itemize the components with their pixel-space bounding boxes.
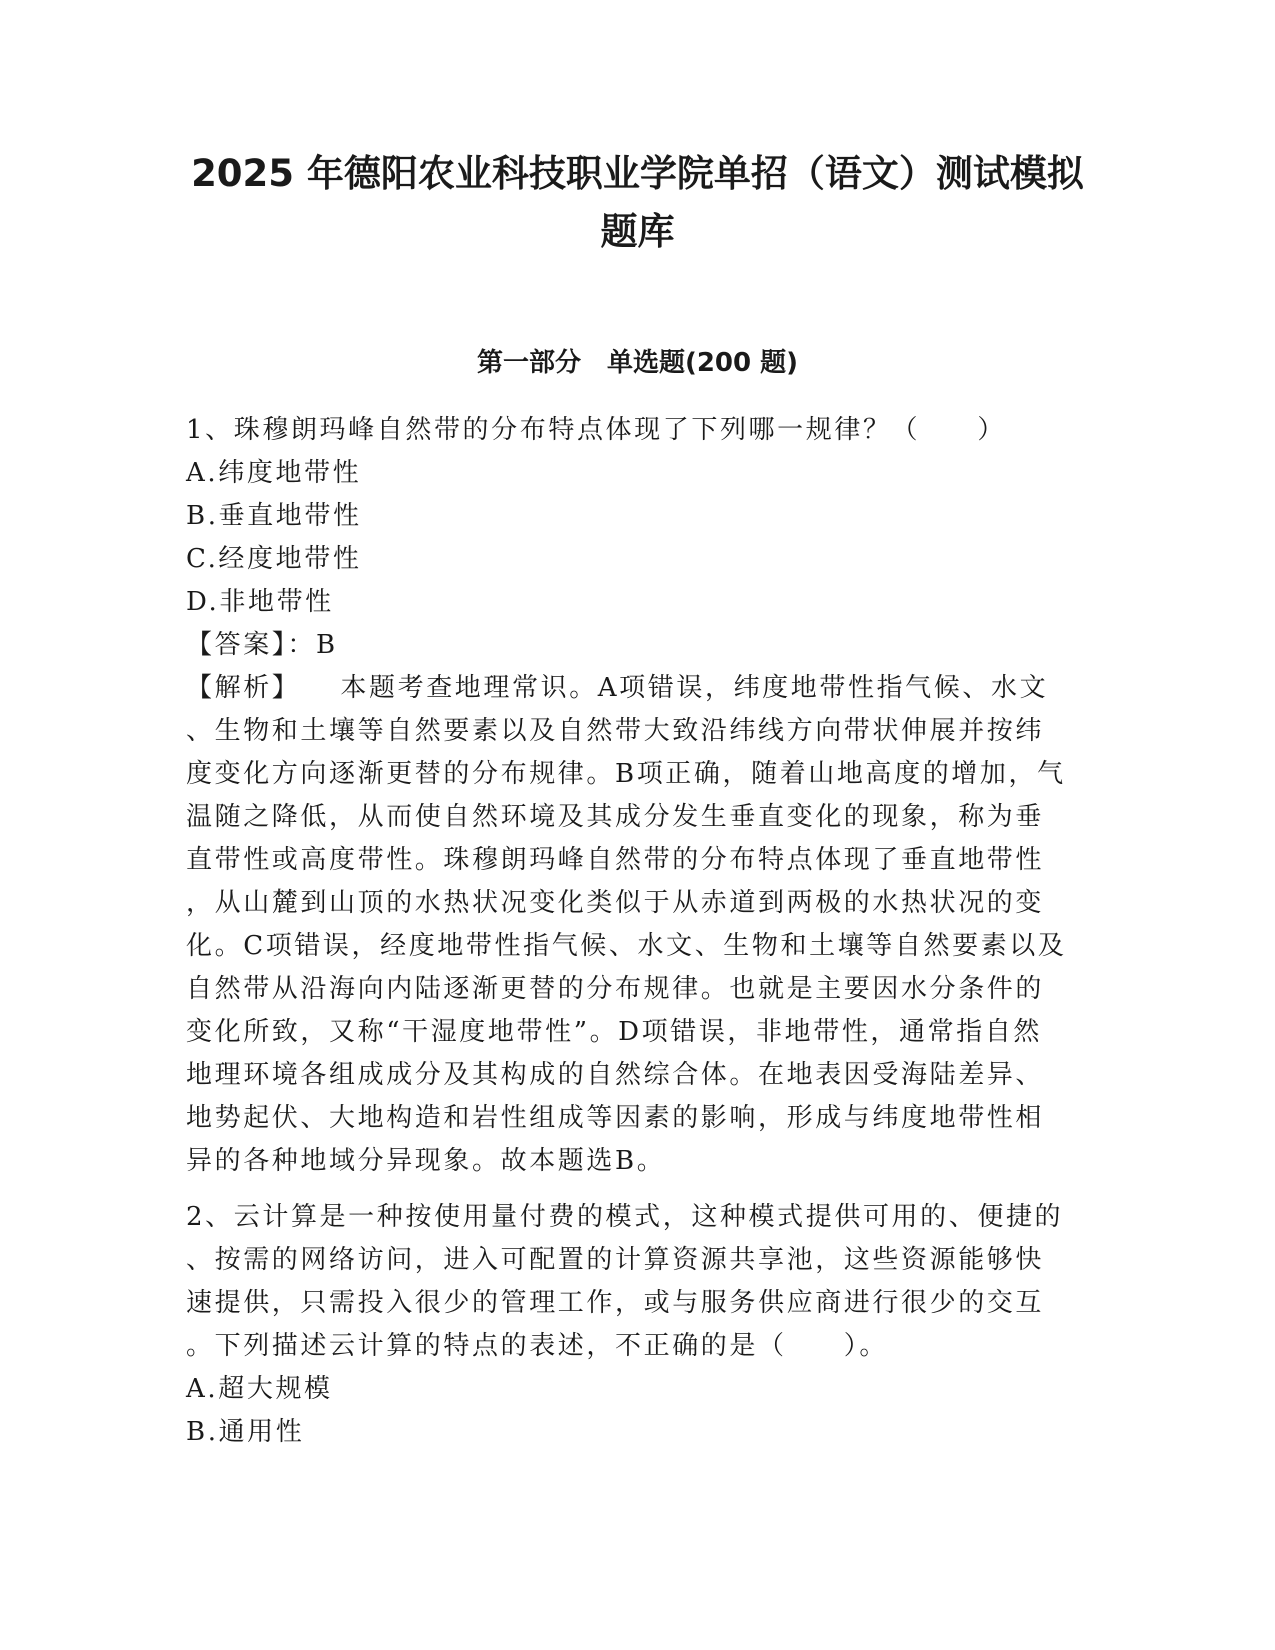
question-1 [186, 409, 1086, 1183]
option-c: C.经度地带性 [186, 544, 362, 574]
answer-line [186, 624, 1086, 667]
question-stem: 。下列描述云计算的特点的表述，不正确的是（ ）。 [186, 1331, 889, 1361]
question-2 [186, 1196, 1086, 1454]
option-a: A.超大规模 [186, 1374, 333, 1404]
answer-label: 【答案】： [186, 630, 317, 660]
document-title-line-2: 题库 [600, 210, 675, 253]
analysis-line: 地理环境各组成成分及其构成的自然综合体。在地表因受海陆差异、 [186, 1060, 1045, 1090]
analysis-line: ，从山麓到山顶的水热状况变化类似于从赤道到两极的水热状况的变 [186, 888, 1045, 918]
analysis-line: 地势起伏、大地构造和岩性组成等因素的影响，形成与纬度地带性相 [186, 1103, 1045, 1133]
document-title [150, 145, 1125, 261]
analysis-line: 直带性或高度带性。珠穆朗玛峰自然带的分布特点体现了垂直地带性 [186, 845, 1045, 875]
analysis-label: 【解析】 [186, 673, 301, 703]
option-b: B.垂直地带性 [186, 501, 362, 531]
analysis-line: 异的各种地域分异现象。故本题选B。 [186, 1146, 666, 1176]
analysis-line: 、生物和土壤等自然要素以及自然带大致沿纬线方向带状伸展并按纬 [186, 716, 1045, 746]
analysis-line [186, 667, 1086, 710]
analysis-line: 度变化方向逐渐更替的分布规律。B项正确，随着山地高度的增加，气 [186, 759, 1066, 789]
section-heading: 第一部分 单选题(200 题) [476, 348, 799, 378]
option-b: B.通用性 [186, 1417, 305, 1447]
question-stem: 1、珠穆朗玛峰自然带的分布特点体现了下列哪一规律？（ ） [186, 415, 1006, 445]
question-stem: 2、云计算是一种按使用量付费的模式，这种模式提供可用的、便捷的 [186, 1202, 1064, 1232]
document-title-line-1: 2025 年德阳农业科技职业学院单招（语文）测试模拟 [191, 152, 1084, 195]
option-a: A.纬度地带性 [186, 458, 362, 488]
question-stem: 、按需的网络访问，进入可配置的计算资源共享池，这些资源能够快 [186, 1245, 1045, 1275]
answer-value: B [316, 630, 338, 660]
analysis-line: 自然带从沿海向内陆逐渐更替的分布规律。也就是主要因水分条件的 [186, 974, 1045, 1004]
analysis-line: 温随之降低，从而使自然环境及其成分发生垂直变化的现象，称为垂 [186, 802, 1045, 832]
option-d: D.非地带性 [186, 587, 334, 617]
question-stem: 速提供，只需投入很少的管理工作，或与服务供应商进行很少的交互 [186, 1288, 1045, 1318]
analysis-line: 化。C项错误，经度地带性指气候、水文、生物和土壤等自然要素以及 [186, 931, 1067, 961]
analysis-text: 本题考查地理常识。A项错误，纬度地带性指气候、水文 [340, 673, 1049, 703]
analysis-line: 变化所致，又称“干湿度地带性”。D项错误，非地带性，通常指自然 [186, 1017, 1043, 1047]
